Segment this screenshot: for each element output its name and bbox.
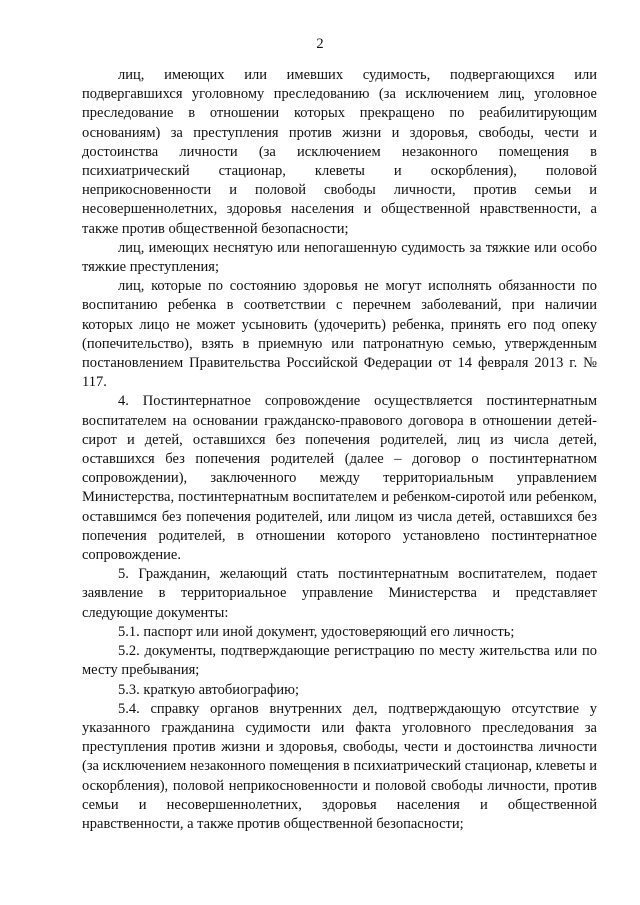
paragraph-persons-health-restrictions: лиц, которые по состоянию здоровья не могут исполнять обязанности по воспитанию ребенка в соответствии с перечнем заболеваний, при наличии которых лицо не может усыновить (удочерить) ребенка, принять его под опеку (попечительство), взять в приемную или патронатную семью, утвержденным постановлением Правительства Российской Федерации от 14 февраля 2013 г. № 117.	[82, 278, 597, 391]
paragraph-persons-with-unexpunged-conviction: лиц, имеющих неснятую или непогашенную судимость за тяжкие или особо тяжкие преступления;	[82, 239, 597, 276]
paragraph-persons-with-criminal-record: лиц, имеющих или имевших судимость, подвергающихся или подвергавшихся уголовному преследованию (за исключением лиц, уголовное преследование в отношении которых прекращено по реабилитирующим основаниям) за преступления против жизни и здоровья, свободы, чести и достоинства личности (за исключением незаконного помещения в психиатрический стационар, клеветы и оскорбления), половой неприкосновенности и половой свободы личности, против семьи и несовершеннолетних, здоровья населения и общественной нравственности, а также против общественной безопасности;	[82, 67, 597, 237]
paragraph-item-5-3: 5.3. краткую автобиографию;	[118, 681, 299, 698]
paragraph-item-4: 4. Постинтернатное сопровождение осуществляется постинтернатным воспитателем на основании гражданско-правового договора в отношении детей-сирот и детей, оставшихся без попечения родителей, лиц из числа детей, оставшихся без попечения родителей (далее – договор о постинтернатном сопровождении), заключенного между территориальным управлением Министерства, постинтернатным воспитателем и ребенком-сиротой или ребенком, оставшимся без попечения родителей, или лицом из числа детей, оставшихся без попечения родителей, в отношении которого установлено постинтернатное сопровождение.	[82, 393, 597, 564]
document-body	[82, 66, 597, 834]
paragraph-item-5-1: 5.1. паспорт или иной документ, удостоверяющий его личность;	[118, 623, 515, 640]
page-number: 2	[316, 36, 324, 52]
paragraph-item-5-2: 5.2. документы, подтверждающие регистрацию по месту жительства или по месту пребывания;	[82, 643, 597, 679]
paragraph-item-5: 5. Гражданин, желающий стать постинтернатным воспитателем, подает заявление в территориальное управление Министерства и представляет следующие документы:	[82, 566, 597, 621]
paragraph-item-5-4: 5.4. справку органов внутренних дел, подтверждающую отсутствие у указанного гражданина судимости или факта уголовного преследования за преступления против жизни и здоровья, свободы, чести и достоинства личности (за исключением незаконного помещения в психиатрический стационар, клеветы и оскорбления), половой неприкосновенности и половой свободы личности, против семьи и несовершеннолетних, здоровья населения и общественной нравственности, а также против общественной безопасности;	[82, 700, 597, 832]
